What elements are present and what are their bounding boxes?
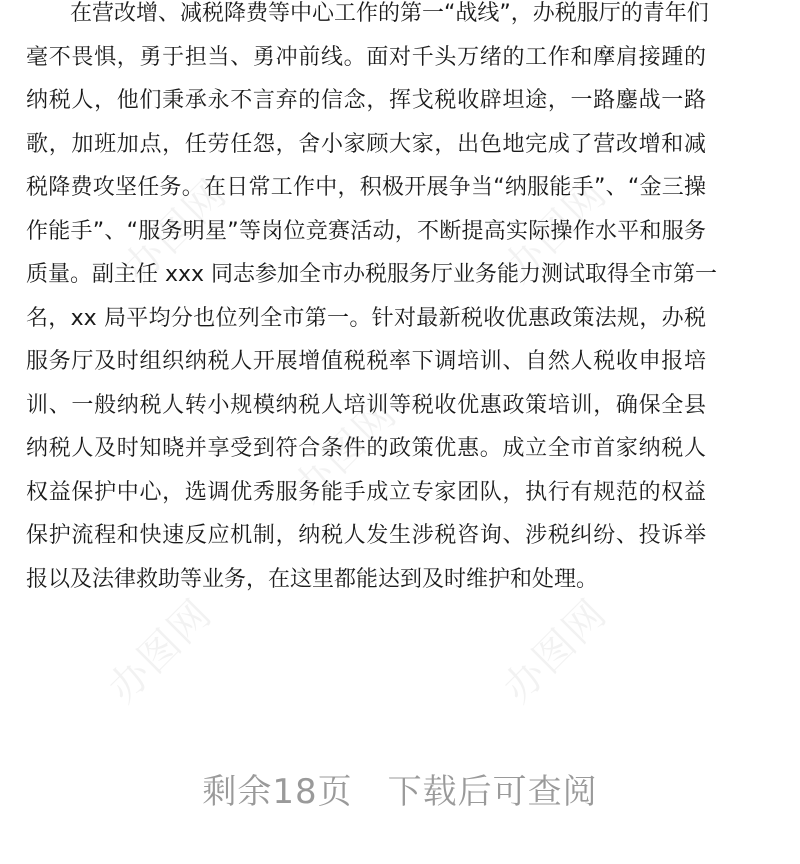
paragraph-line: 报以及法律救助等业务，在这里都能达到及时维护和处理。 (26, 566, 599, 592)
watermark-logo: 办图网 (494, 170, 617, 292)
paragraph-line: 保护流程和快速反应机制，纳税人发生涉税咨询、涉税纠纷、投诉举 (26, 523, 706, 548)
watermark-logo: 办图网 (114, 170, 237, 292)
paragraph-line: 纳税人及时知晓并享受到符合条件的政策优惠。成立全市首家纳税人 (26, 436, 706, 461)
paragraph-line: 税降费攻坚任务。在日常工作中，积极开展争当“纳服能手”、“金三操 (26, 175, 706, 200)
paragraph-line: 纳税人，他们秉承永不言弃的信念，挥戈税收辟坦途，一路鏖战一路 (26, 88, 706, 113)
remaining-pages-notice[interactable]: 剩余18页 下载后可查阅 (202, 772, 598, 812)
watermark-logo: 办图网 (494, 590, 617, 712)
paragraph-line: 歌，加班加点，任劳任怨，舍小家顾大家，出色地完成了营改增和减 (26, 131, 706, 157)
paragraph-line: 在营改增、减税降费等中心工作的第一“战线”，办税服厅的青年们 (70, 1, 709, 26)
watermark-logo: 办图网 (99, 590, 222, 712)
body-paragraph (26, 0, 718, 601)
paragraph-line: 服务厅及时组织纳税人开展增值税税率下调培训、自然人税收申报培 (26, 349, 706, 374)
paragraph-line: 名，xx 局平均分也位列全市第一。针对最新税收优惠政策法规，办税 (26, 305, 706, 331)
paragraph-line: 作能手”、“服务明星”等岗位竞赛活动，不断提高实际操作水平和服务 (26, 218, 706, 244)
paragraph-line: 质量。副主任 xxx 同志参加全市办税服务厅业务能力测试取得全市第一 (26, 262, 718, 287)
paragraph-line: 训、一般纳税人转小规模纳税人培训等税收优惠政策培训，确保全县 (26, 392, 706, 418)
paragraph-line: 毫不畏惧，勇于担当、勇冲前线。面对千头万绪的工作和摩肩接踵的 (26, 44, 706, 70)
watermark-logo: 办图网 (284, 390, 407, 512)
paragraph-line: 权益保护中心，选调优秀服务能手成立专家团队，执行有规范的权益 (26, 479, 706, 505)
